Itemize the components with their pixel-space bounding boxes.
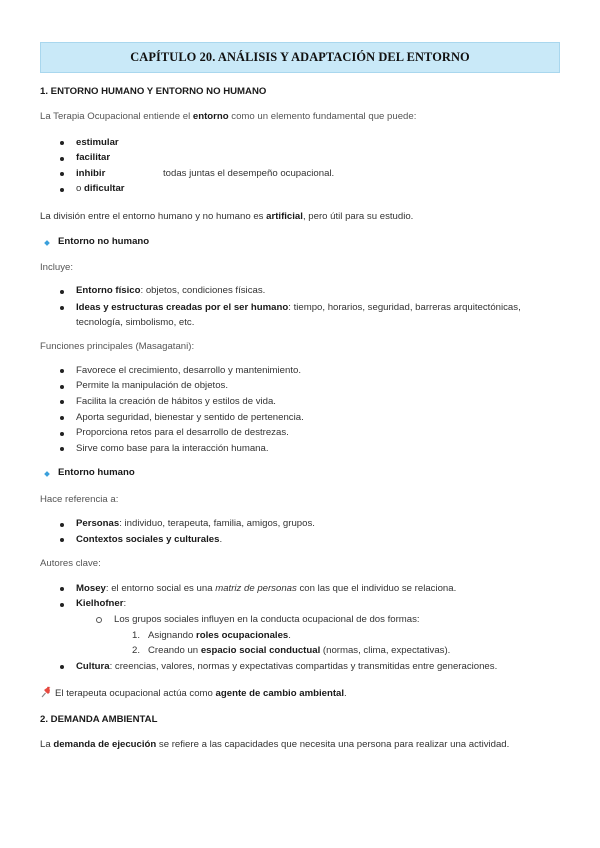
list-item: Sirve como base para la interacción humana.	[40, 443, 560, 459]
agent-note: El terapeuta ocupacional actúa como agente de cambio ambiental.	[40, 686, 560, 700]
section-2-heading: 2. DEMANDA AMBIENTAL	[40, 713, 158, 725]
incluye-label: Incluye:	[40, 261, 74, 273]
kielhofner-numbered-item: 1. Asignando roles ocupacionales.	[132, 629, 291, 641]
autores-list	[40, 583, 560, 614]
humano-list	[40, 518, 560, 549]
division-paragraph: La división entre el entorno humano y no humano es artificial, pero útil para su estudio.	[40, 210, 414, 222]
verbs-side-note: todas juntas el desempeño ocupacional.	[163, 167, 335, 179]
chapter-title: CAPÍTULO 20. ANÁLISIS Y ADAPTACIÓN DEL ENTORNO	[130, 50, 470, 65]
list-item: Entorno físico: objetos, condiciones físicas.	[40, 285, 560, 297]
list-item: inhibir	[40, 168, 560, 184]
list-item: Cultura: creencias, valores, normas y expectativas compartidas y transmitidas entre generaciones.	[40, 661, 560, 677]
list-item: Favorece el crecimiento, desarrollo y mantenimiento.	[40, 365, 560, 381]
list-item: Aporta seguridad, bienestar y sentido de pertenencia.	[40, 412, 560, 428]
list-item: Facilita la creación de hábitos y estilos de vida.	[40, 396, 560, 412]
list-item: Kielhofner:	[40, 598, 560, 614]
list-item: Permite la manipulación de objetos.	[40, 380, 560, 396]
kielhofner-subitem: Los grupos sociales influyen en la conducta ocupacional de dos formas:	[40, 614, 560, 630]
demanda-paragraph: La demanda de ejecución se refiere a las capacidades que necesita una persona para realizar una actividad.	[40, 739, 510, 751]
kielhofner-numbered-item: 2. Creando un espacio social conductual (normas, clima, expectativas).	[132, 645, 451, 657]
verbs-block	[40, 137, 560, 199]
funciones-list	[40, 365, 560, 459]
list-item: Personas: individuo, terapeuta, familia, amigos, grupos.	[40, 518, 560, 534]
autores-label: Autores clave:	[40, 558, 101, 570]
list-item: Mosey: el entorno social es una matriz de personas con las que el individuo se relaciona.	[40, 583, 560, 599]
list-item: estimular	[40, 137, 560, 153]
no-humano-list	[40, 285, 560, 331]
list-item: Contextos sociales y culturales.	[40, 534, 560, 550]
list-item: Ideas y estructuras creadas por el ser humano: tiempo, horarios, seguridad, barreras arquitectónicas, tecnología, simbolismo, etc.	[40, 302, 560, 331]
pushpin-icon	[40, 686, 52, 698]
no-humano-heading: Entorno no humano	[40, 236, 560, 248]
chapter-title-box	[40, 42, 560, 73]
list-item: Proporciona retos para el desarrollo de destrezas.	[40, 427, 560, 443]
intro-paragraph: La Terapia Ocupacional entiende el entorno como un elemento fundamental que puede:	[40, 111, 417, 123]
diamond-bullet-icon	[44, 240, 50, 246]
diamond-bullet-icon	[44, 471, 50, 477]
document-page	[40, 42, 560, 752]
list-item: o dificultar	[40, 183, 560, 199]
funciones-label: Funciones principales (Masagatani):	[40, 341, 195, 353]
referencia-label: Hace referencia a:	[40, 493, 119, 505]
humano-heading: Entorno humano	[40, 467, 560, 479]
cultura-list	[40, 661, 560, 677]
section-1-heading: 1. ENTORNO HUMANO Y ENTORNO NO HUMANO	[40, 86, 267, 97]
list-item: facilitar	[40, 152, 560, 168]
